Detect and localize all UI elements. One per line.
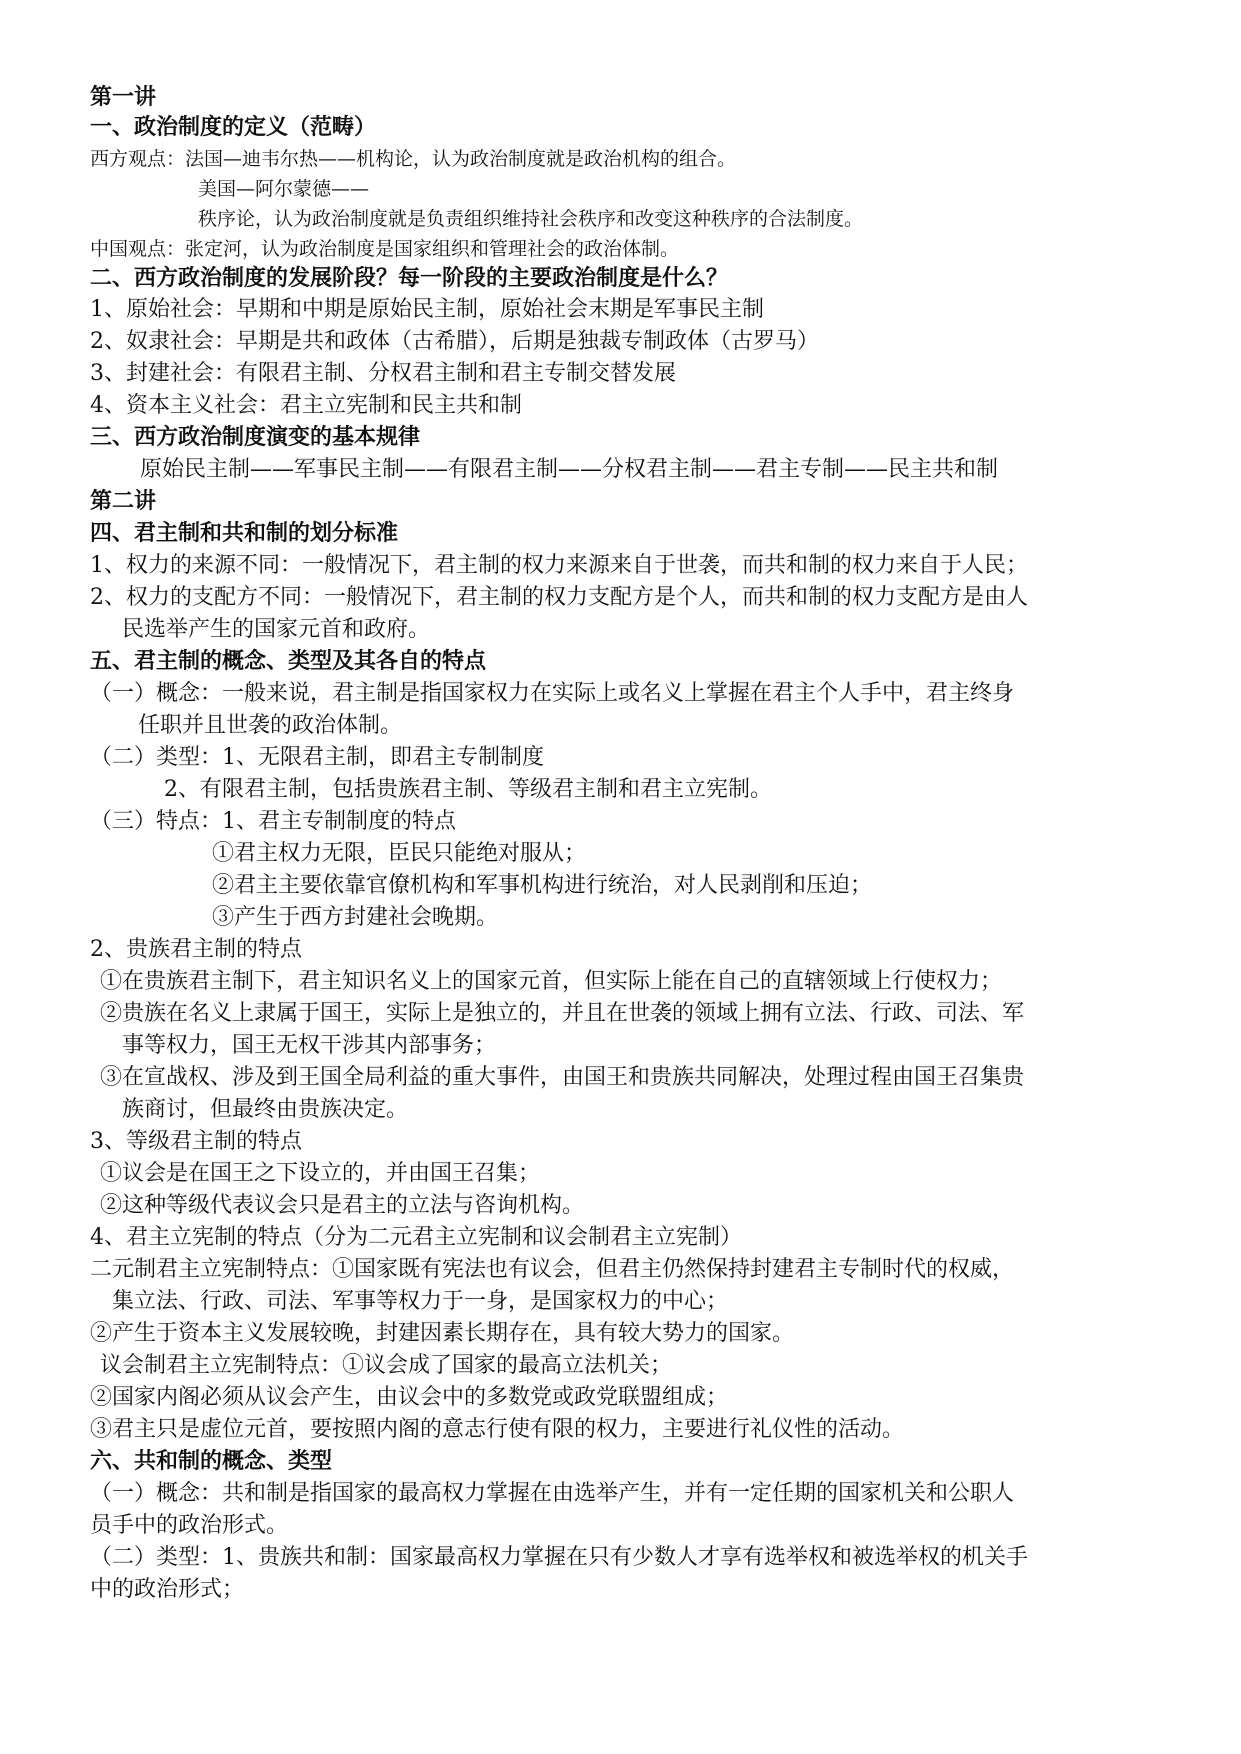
section-heading: 一、政治制度的定义（范畴）: [90, 115, 377, 140]
lecture-heading: 第一讲: [90, 85, 157, 110]
text-line: 任职并且世袭的政治体制。: [138, 713, 403, 738]
text-line: 员手中的政治形式。: [90, 1513, 289, 1538]
text-line: 民选举产生的国家元首和政府。: [122, 617, 431, 642]
text-line: ②这种等级代表议会只是君主的立法与咨询机构。: [100, 1193, 585, 1218]
text-line: 族商讨，但最终由贵族决定。: [122, 1097, 409, 1122]
text-line: （三）特点：1、君主专制制度的特点: [90, 809, 456, 834]
text-line: 西方观点：法国—迪韦尔热——机构论，认为政治制度就是政治机构的组合。: [90, 148, 737, 170]
lecture-heading: 第二讲: [90, 489, 157, 514]
text-line: 2、奴隶社会：早期是共和政体（古希腊），后期是独裁专制政体（古罗马）: [90, 329, 819, 354]
text-line: 2、贵族君主制的特点: [90, 937, 302, 962]
section-heading: 二、西方政治制度的发展阶段？每一阶段的主要政治制度是什么？: [90, 266, 729, 291]
text-line: （二）类型：1、贵族共和制：国家最高权力掌握在只有少数人才享有选举权和被选举权的机关手: [90, 1545, 1029, 1570]
text-line: 3、封建社会：有限君主制、分权君主制和君主专制交替发展: [90, 361, 676, 386]
text-line: 4、资本主义社会：君主立宪制和民主共和制: [90, 393, 522, 418]
text-line: 秩序论，认为政治制度就是负责组织维持社会秩序和改变这种秩序的合法制度。: [198, 208, 864, 230]
text-line: 事等权力，国王无权干涉其内部事务；: [122, 1033, 497, 1058]
text-line: ③君主只是虚位元首，要按照内阁的意志行使有限的权力，主要进行礼仪性的活动。: [90, 1417, 905, 1442]
text-line: ②君主主要依靠官僚机构和军事机构进行统治，对人民剥削和压迫；: [212, 873, 873, 898]
text-line: 3、等级君主制的特点: [90, 1129, 302, 1154]
text-line: ②国家内阁必须从议会产生，由议会中的多数党或政党联盟组成；: [90, 1385, 729, 1410]
text-line: ③产生于西方封建社会晚期。: [212, 905, 499, 930]
section-heading: 六、共和制的概念、类型: [90, 1449, 333, 1474]
text-line: ①议会是在国王之下设立的，并由国王召集；: [100, 1161, 541, 1186]
text-line: 美国—阿尔蒙德——: [198, 178, 370, 200]
text-line: （二）类型：1、无限君主制，即君主专制制度: [90, 745, 544, 770]
text-line: 2、权力的支配方不同：一般情况下，君主制的权力支配方是个人，而共和制的权力支配方是由人: [90, 585, 1029, 610]
text-line: 1、原始社会：早期和中期是原始民主制，原始社会末期是军事民主制: [90, 297, 764, 322]
text-line: 集立法、行政、司法、军事等权力于一身，是国家权力的中心；: [112, 1289, 729, 1314]
text-line: 1、权力的来源不同：一般情况下，君主制的权力来源来自于世袭，而共和制的权力来自于人民；: [90, 553, 1029, 578]
text-line: 二元制君主立宪制特点：①国家既有宪法也有议会，但君主仍然保持封建君主专制时代的权威，: [90, 1257, 1015, 1282]
text-line: 中的政治形式；: [90, 1577, 245, 1602]
text-line: ②贵族在名义上隶属于国王，实际上是独立的，并且在世袭的领域上拥有立法、行政、司法、军: [100, 1001, 1025, 1026]
text-line: （一）概念：一般来说，君主制是指国家权力在实际上或名义上掌握在君主个人手中，君主终身: [90, 681, 1015, 706]
text-line: 议会制君主立宪制特点：①议会成了国家的最高立法机关；: [100, 1353, 673, 1378]
text-line: ③在宣战权、涉及到王国全局利益的重大事件，由国王和贵族共同解决，处理过程由国王召集贵: [100, 1065, 1025, 1090]
section-heading: 五、君主制的概念、类型及其各自的特点: [90, 649, 487, 674]
text-line: 原始民主制——军事民主制——有限君主制——分权君主制——君主专制——民主共和制: [140, 457, 999, 482]
section-heading: 三、西方政治制度演变的基本规律: [90, 425, 421, 450]
text-line: 中国观点：张定河，认为政治制度是国家组织和管理社会的政治体制。: [90, 238, 680, 260]
text-line: （一）概念：共和制是指国家的最高权力掌握在由选举产生，并有一定任期的国家机关和公职人: [90, 1481, 1015, 1506]
text-line: ①在贵族君主制下，君主知识名义上的国家元首，但实际上能在自己的直辖领域上行使权力；: [100, 969, 1003, 994]
text-line: ①君主权力无限，臣民只能绝对服从；: [212, 841, 587, 866]
text-line: 4、君主立宪制的特点（分为二元君主立宪制和议会制君主立宪制）: [90, 1225, 742, 1250]
text-line: 2、有限君主制，包括贵族君主制、等级君主制和君主立宪制。: [164, 777, 772, 802]
text-line: ②产生于资本主义发展较晚，封建因素长期存在，具有较大势力的国家。: [90, 1321, 795, 1346]
section-heading: 四、君主制和共和制的划分标准: [90, 521, 399, 546]
